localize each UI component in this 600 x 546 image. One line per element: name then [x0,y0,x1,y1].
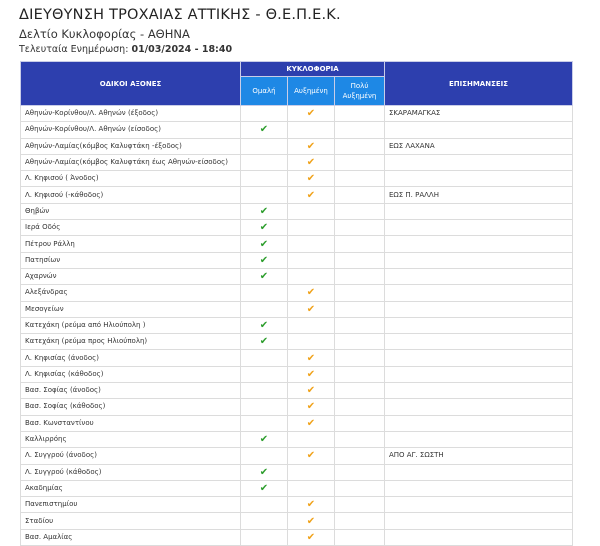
traffic-very-increased-cell [335,187,385,203]
road-note [385,415,573,431]
table-row [21,268,573,284]
table-row [21,171,573,187]
traffic-increased-cell [288,203,335,219]
page-header [19,6,579,56]
table-row [21,529,573,545]
traffic-very-increased-cell [335,236,385,252]
road-note [385,171,573,187]
orange-check-icon: ✔ [306,499,316,511]
traffic-very-increased-cell [335,431,385,447]
orange-check-icon: ✔ [306,189,316,201]
traffic-increased-cell [288,334,335,350]
traffic-very-increased-cell [335,106,385,122]
traffic-normal-cell [241,415,288,431]
traffic-increased-cell [288,236,335,252]
green-check-icon: ✔ [259,271,269,283]
orange-check-icon: ✔ [306,368,316,380]
traffic-table [20,61,573,546]
traffic-normal-cell [241,236,288,252]
road-note [385,399,573,415]
traffic-increased-cell [288,366,335,382]
road-name: Πατησίων [21,252,241,268]
table-row [21,383,573,399]
traffic-very-increased-cell [335,203,385,219]
traffic-very-increased-cell [335,171,385,187]
traffic-increased-cell [288,415,335,431]
traffic-very-increased-cell [335,529,385,545]
road-note [385,497,573,513]
traffic-increased-cell [288,448,335,464]
road-note [385,464,573,480]
road-note: ΕΩΣ Π. ΡΑΛΛΗ [385,187,573,203]
traffic-normal-cell [241,497,288,513]
road-name: Αθηνών-Κορίνθου/Λ. Αθηνών (έξοδος) [21,106,241,122]
orange-check-icon: ✔ [306,515,316,527]
orange-check-icon: ✔ [306,450,316,462]
traffic-very-increased-cell [335,480,385,496]
orange-check-icon: ✔ [306,157,316,169]
green-check-icon: ✔ [259,254,269,266]
traffic-normal-cell [241,317,288,333]
last-updated [19,44,579,56]
road-name: Βασ. Αμαλίας [21,529,241,545]
traffic-increased-cell [288,480,335,496]
traffic-increased-cell [288,154,335,170]
traffic-increased-cell [288,106,335,122]
table-row [21,399,573,415]
traffic-normal-cell [241,138,288,154]
traffic-very-increased-cell [335,285,385,301]
road-name: Λ. Κηφισού ( Άνοδος) [21,171,241,187]
road-note: ΕΩΣ ΛΑΧΑΝΑ [385,138,573,154]
road-name: Βασ. Κωνσταντίνου [21,415,241,431]
traffic-very-increased-cell [335,464,385,480]
traffic-normal-cell [241,529,288,545]
green-check-icon: ✔ [259,222,269,234]
road-name: Καλλιρρόης [21,431,241,447]
table-row [21,236,573,252]
traffic-normal-cell [241,334,288,350]
traffic-very-increased-cell [335,138,385,154]
orange-check-icon: ✔ [306,385,316,397]
traffic-normal-cell [241,399,288,415]
road-name: Αχαρνών [21,268,241,284]
table-row [21,350,573,366]
traffic-increased-cell [288,220,335,236]
road-note [385,220,573,236]
traffic-very-increased-cell [335,122,385,138]
column-header-very-increased: Πολύ Αυξημένη [335,77,385,106]
road-name: Θηβών [21,203,241,219]
road-name: Αλεξάνδρας [21,285,241,301]
traffic-very-increased-cell [335,366,385,382]
green-check-icon: ✔ [259,336,269,348]
traffic-increased-cell [288,350,335,366]
table-row [21,285,573,301]
road-note [385,334,573,350]
table-row [21,203,573,219]
traffic-normal-cell [241,171,288,187]
column-header-increased: Αυξημένη [288,77,335,106]
road-note: ΣΚΑΡΑΜΑΓΚΑΣ [385,106,573,122]
column-header-normal: Ομαλή [241,77,288,106]
table-row [21,122,573,138]
table-row [21,252,573,268]
table-row [21,464,573,480]
table-row [21,480,573,496]
road-name: Αθηνών-Κορίνθου/Λ. Αθηνών (είσοδος) [21,122,241,138]
traffic-very-increased-cell [335,220,385,236]
table-row [21,415,573,431]
traffic-increased-cell [288,497,335,513]
road-note [385,301,573,317]
road-note: ΑΠΟ ΑΓ. ΣΩΣΤΗ [385,448,573,464]
traffic-increased-cell [288,317,335,333]
traffic-normal-cell [241,154,288,170]
traffic-table-body [21,106,573,546]
table-row [21,448,573,464]
road-name: Αθηνών-Λαμίας(κόμβος Καλυφτάκη έως Αθηνών-είσοδος) [21,154,241,170]
table-row [21,138,573,154]
traffic-normal-cell [241,480,288,496]
traffic-increased-cell [288,431,335,447]
road-name: Λ. Κηφισίας (κάθοδος) [21,366,241,382]
road-note [385,268,573,284]
road-note [385,154,573,170]
traffic-very-increased-cell [335,383,385,399]
road-name: Πέτρου Ράλλη [21,236,241,252]
green-check-icon: ✔ [259,238,269,250]
table-row [21,334,573,350]
road-name: Αθηνών-Λαμίας(κόμβος Καλυφτάκη -έξοδος) [21,138,241,154]
last-updated-label: Τελευταία Ενημέρωση: [19,44,129,55]
traffic-very-increased-cell [335,399,385,415]
traffic-very-increased-cell [335,334,385,350]
road-note [385,236,573,252]
page-subtitle: Δελτίο Κυκλοφορίας - ΑΘΗΝΑ [19,27,190,41]
orange-check-icon: ✔ [306,401,316,413]
road-name: Λ. Κηφισίας (άνοδος) [21,350,241,366]
traffic-increased-cell [288,252,335,268]
traffic-increased-cell [288,383,335,399]
green-check-icon: ✔ [259,434,269,446]
traffic-normal-cell [241,122,288,138]
road-name: Βασ. Σοφίας (κάθοδος) [21,399,241,415]
road-name: Βασ. Σοφίας (άνοδος) [21,383,241,399]
column-header-traffic: ΚΥΚΛΟΦΟΡΙΑ [241,62,385,77]
orange-check-icon: ✔ [306,108,316,120]
green-check-icon: ✔ [259,466,269,478]
traffic-very-increased-cell [335,301,385,317]
traffic-very-increased-cell [335,252,385,268]
orange-check-icon: ✔ [306,531,316,543]
table-row [21,317,573,333]
traffic-very-increased-cell [335,317,385,333]
traffic-increased-cell [288,399,335,415]
traffic-very-increased-cell [335,415,385,431]
road-note [385,513,573,529]
orange-check-icon: ✔ [306,417,316,429]
green-check-icon: ✔ [259,205,269,217]
road-name: Λ. Κηφισού (-κάθοδος) [21,187,241,203]
traffic-normal-cell [241,220,288,236]
road-name: Σταδίου [21,513,241,529]
traffic-normal-cell [241,431,288,447]
table-row [21,220,573,236]
road-name: Ιερά Οδός [21,220,241,236]
traffic-normal-cell [241,513,288,529]
traffic-increased-cell [288,529,335,545]
traffic-increased-cell [288,301,335,317]
traffic-very-increased-cell [335,497,385,513]
green-check-icon: ✔ [259,482,269,494]
traffic-very-increased-cell [335,350,385,366]
traffic-normal-cell [241,301,288,317]
last-updated-value: 01/03/2024 - 18:40 [131,44,233,55]
traffic-normal-cell [241,203,288,219]
traffic-normal-cell [241,187,288,203]
road-note [385,203,573,219]
road-name: Ακαδημίας [21,480,241,496]
road-note [385,529,573,545]
traffic-increased-cell [288,122,335,138]
traffic-increased-cell [288,187,335,203]
traffic-normal-cell [241,448,288,464]
table-row [21,301,573,317]
orange-check-icon: ✔ [306,303,316,315]
page-title: ΔΙΕΥΘΥΝΣΗ ΤΡΟΧΑΙΑΣ ΑΤΤΙΚΗΣ - Θ.Ε.Π.Ε.Κ. [19,7,341,23]
traffic-increased-cell [288,513,335,529]
traffic-increased-cell [288,285,335,301]
road-note [385,285,573,301]
column-header-notes: ΕΠΙΣΗΜΑΝΣΕΙΣ [385,62,573,106]
traffic-normal-cell [241,268,288,284]
traffic-increased-cell [288,464,335,480]
road-note [385,350,573,366]
table-row [21,497,573,513]
road-note [385,431,573,447]
traffic-normal-cell [241,350,288,366]
orange-check-icon: ✔ [306,287,316,299]
traffic-very-increased-cell [335,513,385,529]
road-name: Κατεχάκη (ρεύμα από Ηλιούπολη ) [21,317,241,333]
road-note [385,480,573,496]
green-check-icon: ✔ [259,320,269,331]
orange-check-icon: ✔ [306,173,316,185]
traffic-normal-cell [241,383,288,399]
road-note [385,122,573,138]
traffic-increased-cell [288,171,335,187]
road-note [385,317,573,333]
traffic-normal-cell [241,252,288,268]
table-row [21,366,573,382]
traffic-very-increased-cell [335,448,385,464]
table-row [21,431,573,447]
traffic-normal-cell [241,285,288,301]
road-note [385,366,573,382]
traffic-increased-cell [288,268,335,284]
road-note [385,383,573,399]
table-row [21,106,573,122]
road-name: Μεσογείων [21,301,241,317]
road-name: Λ. Συγγρού (κάθοδος) [21,464,241,480]
traffic-very-increased-cell [335,154,385,170]
road-name: Πανεπιστημίου [21,497,241,513]
traffic-normal-cell [241,464,288,480]
road-note [385,252,573,268]
road-name: Κατεχάκη (ρεύμα προς Ηλιούπολη) [21,334,241,350]
green-check-icon: ✔ [259,124,269,136]
table-row [21,187,573,203]
orange-check-icon: ✔ [306,352,316,364]
traffic-very-increased-cell [335,268,385,284]
road-name: Λ. Συγγρού (άνοδος) [21,448,241,464]
table-row [21,154,573,170]
traffic-increased-cell [288,138,335,154]
column-header-roads: ΟΔΙΚΟΙ ΑΞΟΝΕΣ [21,62,241,106]
table-row [21,513,573,529]
traffic-normal-cell [241,366,288,382]
orange-check-icon: ✔ [306,140,316,152]
traffic-normal-cell [241,106,288,122]
